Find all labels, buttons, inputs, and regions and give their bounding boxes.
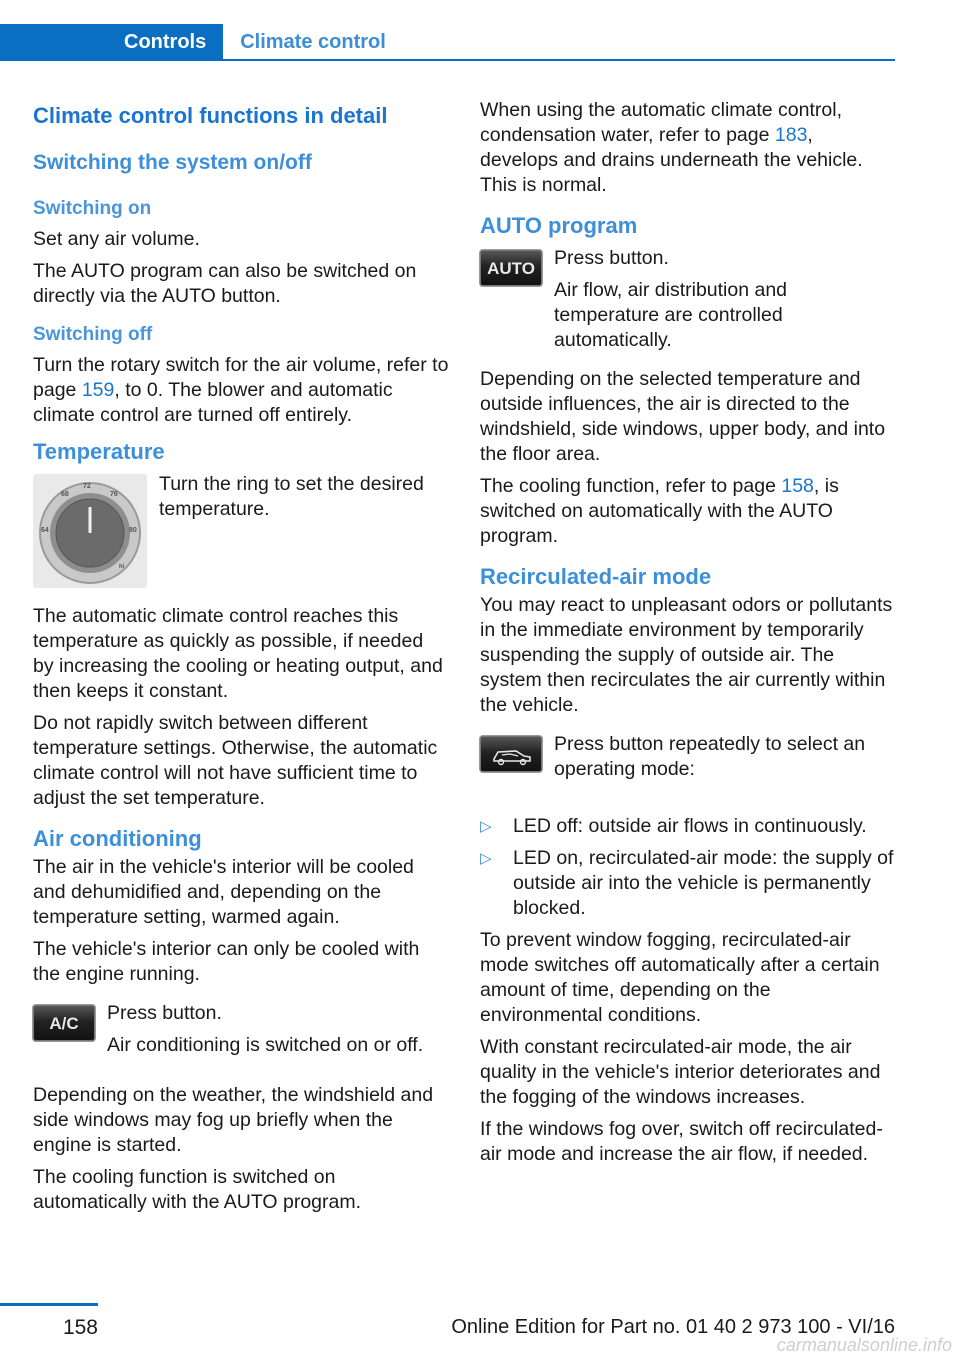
heading-temperature: Temperature: [33, 439, 165, 464]
header-rule: [223, 59, 895, 61]
tab-climate-control[interactable]: Climate control: [240, 31, 386, 53]
right-column: [480, 98, 895, 1174]
dial-tick: 80: [129, 527, 137, 534]
triangle-bullet-icon: ▷: [480, 818, 492, 835]
ac-press: Press button.: [107, 1002, 222, 1024]
watermark: carmanualsonline.info: [776, 1335, 952, 1355]
header-tabs: [0, 24, 895, 61]
heading-switching-on: Switching on: [33, 198, 152, 219]
switching-on-p1: Set any air volume.: [33, 228, 200, 250]
recirc-p1: You may react to unpleasant odors or pollutants in the immediate environment by temporarily suspending the supply of outside air. The system then recirculates the air currently within the vehicle.: [480, 594, 893, 716]
ac-p2: The vehicle's interior can only be cooled with the engine running.: [33, 938, 420, 985]
ac-p4: The cooling function is switched on automatically with the AUTO program.: [33, 1166, 362, 1213]
auto-button-icon: AUTO: [480, 250, 542, 286]
recirculated-air-button-icon: [480, 736, 542, 772]
ac-toggle: Air conditioning is switched on or off.: [107, 1034, 424, 1056]
auto-button-block: [480, 246, 895, 353]
dial-tick: 76: [110, 491, 118, 498]
heading-functions-detail: Climate control functions in detail: [33, 103, 388, 128]
dial-tick: 68: [61, 491, 69, 498]
auto-p2: The cooling function, refer to page 158, is switched on automatically with the AUTO program.: [480, 475, 839, 547]
switching-on-p2: The AUTO program can also be switched on directly via the AUTO button.: [33, 260, 417, 307]
page-number: 158: [62, 1316, 98, 1339]
page-link-183[interactable]: 183: [774, 124, 808, 146]
ac-p3: Depending on the weather, the windshield and side windows may fog up briefly when the engine is started.: [33, 1084, 434, 1156]
recirc-p3: With constant recirculated-air mode, the air quality in the vehicle's interior deteriorates and the fogging of the windows increases.: [480, 1036, 881, 1108]
temperature-intro: Turn the ring to set the desired temperature.: [159, 473, 424, 520]
switching-off-text: Turn the rotary switch for the air volume, refer to page 159, to 0. The blower and automatic climate control are turned off entirely.: [33, 354, 449, 426]
recirc-mode-list: [480, 814, 895, 921]
recirc-button-block: [480, 732, 895, 800]
edition-text: Online Edition for Part no. 01 40 2 973 100 - VI/16: [451, 1316, 895, 1338]
ac-button-block: [33, 1001, 449, 1069]
heading-auto-program: AUTO program: [480, 213, 638, 238]
temperature-dial-icon: [33, 474, 147, 588]
footer-rule: [0, 1303, 98, 1306]
dial-tick: 64: [41, 527, 49, 534]
ac-p1: The air in the vehicle's interior will be cooled and dehumidified and, depending on the temperature setting, warmed again.: [33, 856, 414, 928]
recirc-p4: If the windows fog over, switch off recirculated-air mode and increase the air flow, if needed.: [480, 1118, 883, 1165]
dial-tick: hi: [119, 564, 125, 570]
heading-switching: Switching the system on/off: [33, 151, 312, 174]
list-item: ▷ LED off: outside air flows in continuously.: [480, 815, 867, 837]
triangle-bullet-icon: ▷: [480, 850, 492, 867]
auto-desc: Air flow, air distribution and temperature are controlled automatically.: [554, 279, 788, 351]
tab-controls[interactable]: Controls: [0, 24, 223, 61]
auto-press: Press button.: [554, 247, 669, 269]
page-link-158[interactable]: 158: [781, 475, 814, 497]
dial-tick: 72: [83, 483, 91, 490]
heading-air-conditioning: Air conditioning: [33, 826, 202, 851]
heading-switching-off: Switching off: [33, 324, 153, 345]
page-link-159[interactable]: 159: [81, 379, 115, 401]
ac-button-icon: A/C: [33, 1005, 95, 1041]
temperature-block: [33, 472, 449, 590]
auto-p1: Depending on the selected temperature and outside influences, the air is directed to the windshield, side windows, upper body, and into the floor area.: [480, 368, 886, 465]
temperature-p2: Do not rapidly switch between different temperature settings. Otherwise, the automatic climate control will not have sufficient time to adjust the set temperature.: [33, 712, 438, 809]
temperature-p1: The automatic climate control reaches this temperature as quickly as possible, if needed by increasing the cooling or heating output, and then keeps it constant.: [33, 605, 443, 702]
condensation-text: When using the automatic climate control, condensation water, refer to page 183, develops and drains underneath the vehicle. This is normal.: [480, 99, 863, 196]
list-item: ▷ LED on, recirculated-air mode: the supply of outside air into the vehicle is permanently blocked.: [480, 847, 894, 919]
recirc-press: Press button repeatedly to select an operating mode:: [554, 733, 866, 780]
heading-recirculated-air: Recirculated-air mode: [480, 564, 712, 589]
recirc-p2: To prevent window fogging, recirculated-air mode switches off automatically after a certain amount of time, depending on the environmental conditions.: [480, 929, 880, 1026]
left-column: [33, 98, 449, 1222]
